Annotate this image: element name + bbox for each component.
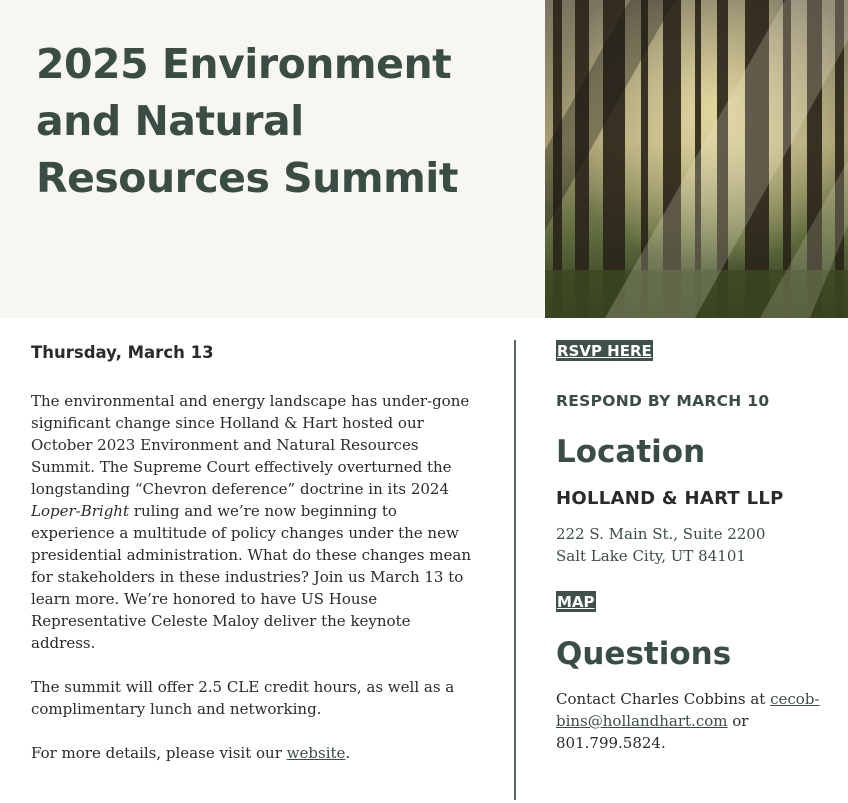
title-line-3: Resources Summit	[36, 154, 458, 202]
hero-title-panel	[0, 0, 545, 318]
details-paragraph	[31, 742, 471, 764]
event-description	[31, 340, 471, 786]
rsvp-button[interactable]: RSVP HERE	[557, 342, 652, 360]
firm-name: HOLLAND & HART LLP	[556, 488, 784, 509]
details-period: .	[345, 744, 351, 762]
questions-heading: Questions	[556, 636, 732, 672]
address	[556, 523, 841, 567]
event-date: Thursday, March 13	[31, 343, 214, 362]
intro-text-a: The environmental and energy landscape has under-gone significant change since Holland & Hart hosted our October 2023 Environment and Natural Resources Summit. The Supreme Court effectively overturned the longstanding “Chevron deference” doctrine in its 2024	[31, 392, 470, 498]
event-sidebar	[556, 340, 841, 754]
hero-banner	[0, 0, 848, 318]
location-heading: Location	[556, 434, 706, 470]
contact-or: or	[727, 712, 749, 730]
details-text: For more details, please visit our	[31, 744, 287, 762]
address-line-1: 222 S. Main St., Suite 2200	[556, 525, 766, 543]
case-name: Loper-Bright	[31, 502, 129, 520]
contact-info	[556, 688, 841, 754]
contact-phone: 801.799.5824.	[556, 734, 666, 752]
email-link[interactable]: cecob-bins@hollandhart.com	[556, 690, 820, 730]
map-button[interactable]: MAP	[557, 593, 595, 611]
forest-illustration	[545, 0, 848, 318]
forest-image	[545, 0, 848, 318]
respond-by: RESPOND BY MARCH 10	[556, 392, 770, 410]
title-line-1: 2025 Environment	[36, 40, 452, 88]
page-title	[36, 36, 536, 207]
intro-paragraph	[31, 390, 471, 654]
contact-text: Contact Charles Cobbins at	[556, 690, 771, 708]
address-line-2: Salt Lake City, UT 84101	[556, 547, 746, 565]
intro-text-b: ruling and we’re now beginning to experience a multitude of policy changes under the new presidential administration. What do these changes mean for stakeholders in these industries? Join us March 13 to learn more. We’re honored to have US House Representative Celeste Maloy deliver the keynote address.	[31, 502, 471, 652]
column-divider	[514, 340, 516, 800]
cle-paragraph: The summit will offer 2.5 CLE credit hours, as well as a complimentary lunch and networking.	[31, 678, 455, 718]
website-link[interactable]: website	[286, 744, 346, 762]
title-line-2: and Natural	[36, 97, 304, 145]
